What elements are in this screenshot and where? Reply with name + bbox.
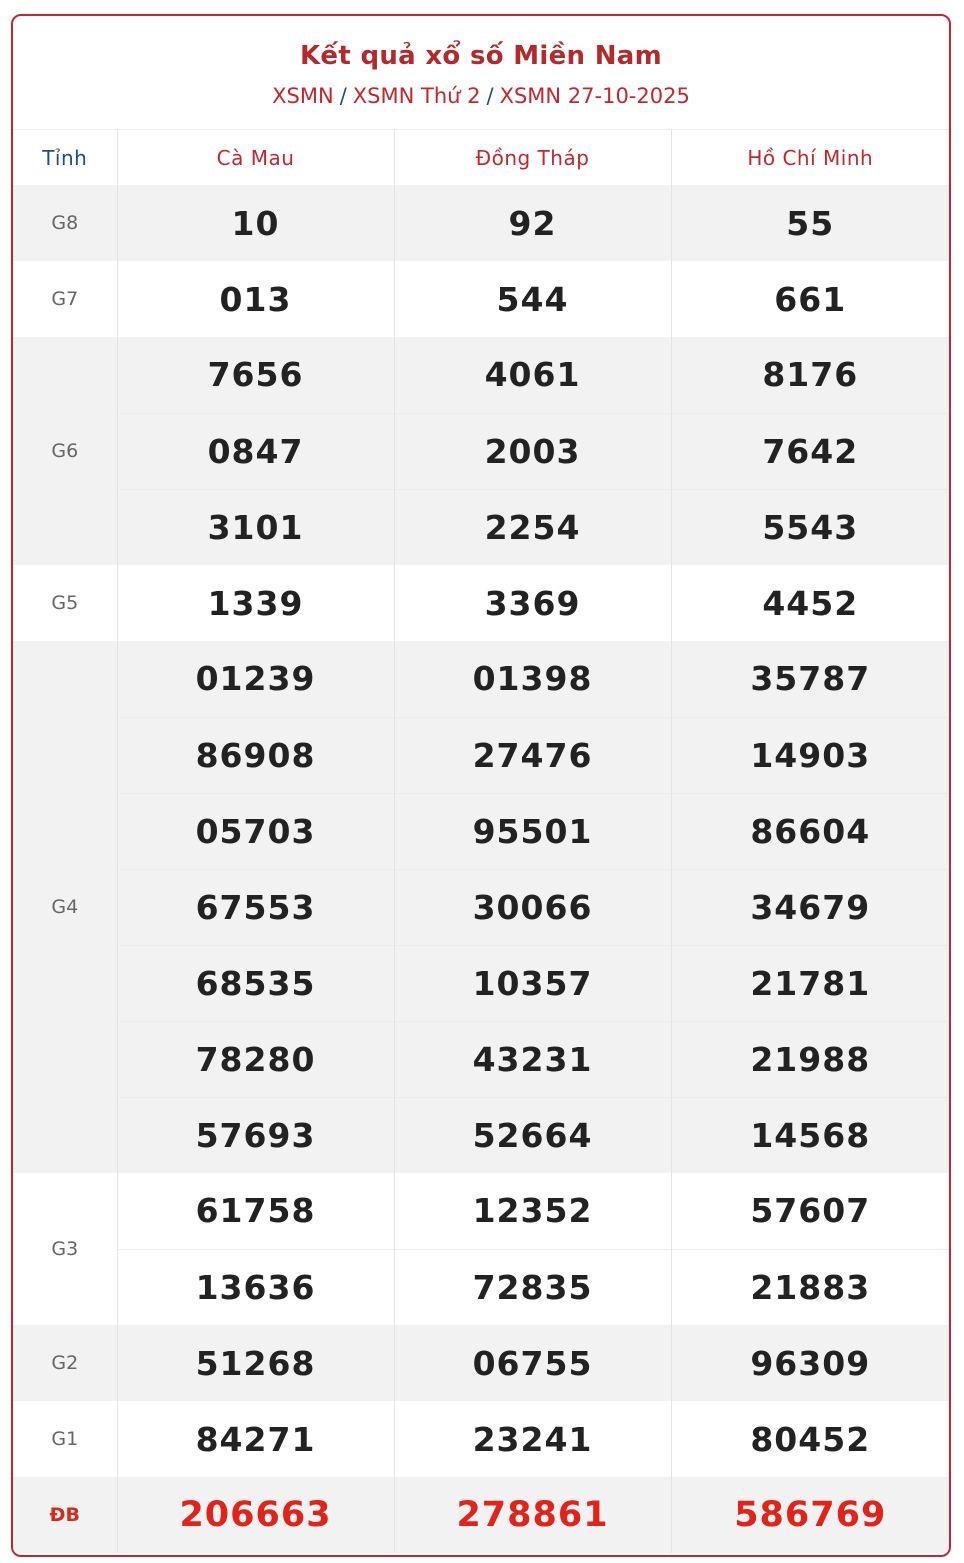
prize-number: 57607 bbox=[671, 1173, 949, 1249]
prize-label: ĐB bbox=[13, 1477, 117, 1553]
prize-number: 43231 bbox=[394, 1021, 671, 1097]
table-row bbox=[13, 869, 949, 945]
prize-number: 23241 bbox=[394, 1401, 671, 1477]
prize-number: 8176 bbox=[671, 337, 949, 413]
table-row bbox=[13, 261, 949, 337]
prize-number: 30066 bbox=[394, 869, 671, 945]
breadcrumb-xsmn-date[interactable]: XSMN 27-10-2025 bbox=[499, 84, 690, 108]
prize-number: 80452 bbox=[671, 1401, 949, 1477]
prize-number: 84271 bbox=[117, 1401, 394, 1477]
prize-number: 86908 bbox=[117, 717, 394, 793]
prize-number: 013 bbox=[117, 261, 394, 337]
table-row bbox=[13, 1021, 949, 1097]
prize-number: 05703 bbox=[117, 793, 394, 869]
prize-number: 35787 bbox=[671, 641, 949, 717]
prize-label: G6 bbox=[13, 337, 117, 565]
prize-number: 5543 bbox=[671, 489, 949, 565]
prize-number: 34679 bbox=[671, 869, 949, 945]
table-row bbox=[13, 1097, 949, 1173]
table-header bbox=[13, 130, 949, 185]
prize-number: 12352 bbox=[394, 1173, 671, 1249]
prize-number: 57693 bbox=[117, 1097, 394, 1173]
table-row bbox=[13, 793, 949, 869]
prize-number: 2254 bbox=[394, 489, 671, 565]
breadcrumb-xsmn-thu-2[interactable]: XSMN Thứ 2 bbox=[352, 84, 481, 108]
prize-group-g7 bbox=[13, 261, 949, 337]
prize-group-g1 bbox=[13, 1401, 949, 1477]
prize-number: 13636 bbox=[117, 1249, 394, 1325]
special-prize-number: 206663 bbox=[117, 1477, 394, 1553]
table-row bbox=[13, 1173, 949, 1249]
prize-label: G2 bbox=[13, 1325, 117, 1401]
prize-number: 06755 bbox=[394, 1325, 671, 1401]
table-row bbox=[13, 641, 949, 717]
prize-number: 14568 bbox=[671, 1097, 949, 1173]
table-row bbox=[13, 1477, 949, 1553]
table-row bbox=[13, 489, 949, 565]
prize-label: G4 bbox=[13, 641, 117, 1173]
prize-number: 27476 bbox=[394, 717, 671, 793]
breadcrumb-separator: / bbox=[339, 84, 347, 108]
prize-number: 7656 bbox=[117, 337, 394, 413]
table-row bbox=[13, 413, 949, 489]
prize-number: 86604 bbox=[671, 793, 949, 869]
table-row bbox=[13, 717, 949, 793]
table-row bbox=[13, 1325, 949, 1401]
prize-number: 95501 bbox=[394, 793, 671, 869]
prize-number: 21781 bbox=[671, 945, 949, 1021]
prize-number: 3369 bbox=[394, 565, 671, 641]
table-row bbox=[13, 565, 949, 641]
prize-group-g4 bbox=[13, 641, 949, 1173]
prize-label: G3 bbox=[13, 1173, 117, 1325]
prize-number: 67553 bbox=[117, 869, 394, 945]
prize-number: 92 bbox=[394, 185, 671, 261]
special-prize-number: 278861 bbox=[394, 1477, 671, 1553]
prize-number: 96309 bbox=[671, 1325, 949, 1401]
prize-label: G1 bbox=[13, 1401, 117, 1477]
prize-group-g6 bbox=[13, 337, 949, 565]
results-header bbox=[13, 16, 949, 130]
table-row bbox=[13, 1249, 949, 1325]
table-row bbox=[13, 185, 949, 261]
prize-number: 14903 bbox=[671, 717, 949, 793]
prize-number: 2003 bbox=[394, 413, 671, 489]
prize-label: G5 bbox=[13, 565, 117, 641]
prize-number: 7642 bbox=[671, 413, 949, 489]
prize-number: 68535 bbox=[117, 945, 394, 1021]
prize-number: 01239 bbox=[117, 641, 394, 717]
prize-number: 0847 bbox=[117, 413, 394, 489]
prize-label: G8 bbox=[13, 185, 117, 261]
prize-number: 4452 bbox=[671, 565, 949, 641]
prize-number: 72835 bbox=[394, 1249, 671, 1325]
prize-number: 21988 bbox=[671, 1021, 949, 1097]
prize-number: 78280 bbox=[117, 1021, 394, 1097]
prize-number: 10 bbox=[117, 185, 394, 261]
table-row bbox=[13, 337, 949, 413]
prize-number: 51268 bbox=[117, 1325, 394, 1401]
table-row bbox=[13, 1401, 949, 1477]
prize-number: 61758 bbox=[117, 1173, 394, 1249]
prize-label: G7 bbox=[13, 261, 117, 337]
prize-group-db bbox=[13, 1477, 949, 1553]
prize-number: 661 bbox=[671, 261, 949, 337]
prize-group-g8 bbox=[13, 185, 949, 261]
results-card bbox=[11, 14, 951, 1557]
breadcrumb-xsmn[interactable]: XSMN bbox=[272, 84, 334, 108]
special-prize-number: 586769 bbox=[671, 1477, 949, 1553]
prize-group-g5 bbox=[13, 565, 949, 641]
breadcrumb-separator: / bbox=[486, 84, 494, 108]
prize-number: 3101 bbox=[117, 489, 394, 565]
province-column-header: Tỉnh bbox=[42, 145, 88, 170]
province-header-ca-mau[interactable]: Cà Mau bbox=[117, 130, 394, 185]
table-row bbox=[13, 945, 949, 1021]
prize-number: 10357 bbox=[394, 945, 671, 1021]
prize-number: 1339 bbox=[117, 565, 394, 641]
prize-number: 21883 bbox=[671, 1249, 949, 1325]
province-header-ho-chi-minh[interactable]: Hồ Chí Minh bbox=[671, 130, 949, 185]
prize-number: 52664 bbox=[394, 1097, 671, 1173]
results-table bbox=[13, 130, 949, 1553]
prize-group-g3 bbox=[13, 1173, 949, 1325]
prize-number: 01398 bbox=[394, 641, 671, 717]
province-header-dong-thap[interactable]: Đồng Tháp bbox=[394, 130, 671, 185]
breadcrumb bbox=[13, 83, 949, 109]
prize-number: 544 bbox=[394, 261, 671, 337]
page-title: Kết quả xổ số Miền Nam bbox=[299, 41, 663, 71]
prize-group-g2 bbox=[13, 1325, 949, 1401]
prize-number: 55 bbox=[671, 185, 949, 261]
prize-number: 4061 bbox=[394, 337, 671, 413]
